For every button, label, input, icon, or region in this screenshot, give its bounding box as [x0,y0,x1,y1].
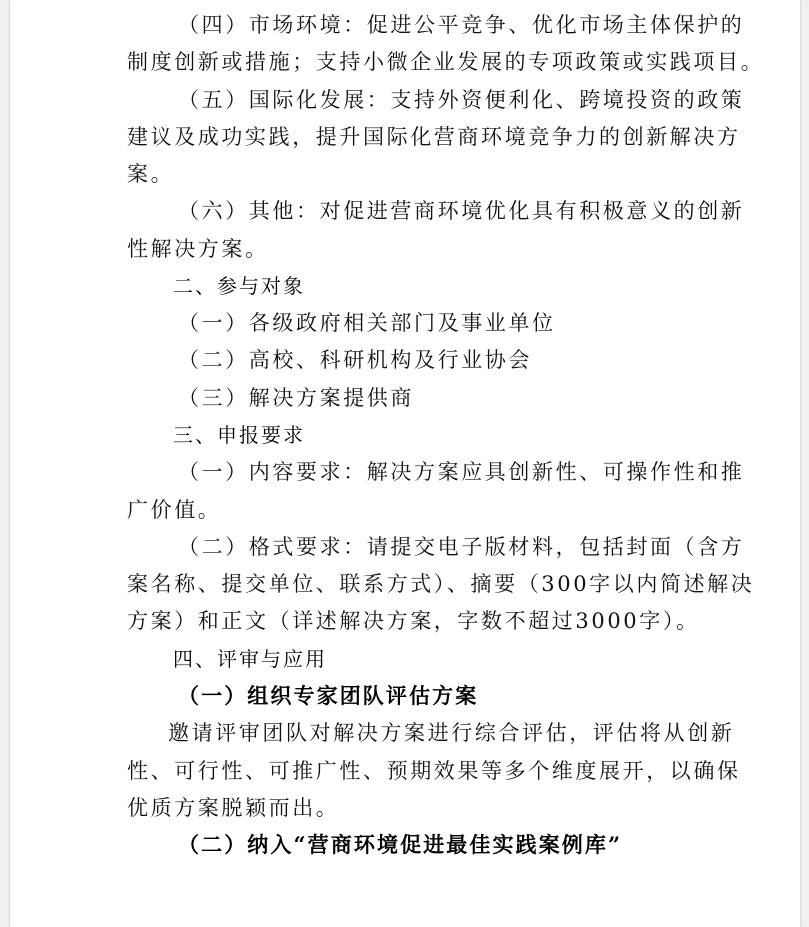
text-line: 案。 [127,162,175,186]
text-line: （二）格式要求：请提交电子版材料，包括封面（含方 [178,535,745,559]
text-line: 广价值。 [127,498,222,522]
text-line: 性解决方案。 [127,237,269,261]
section-heading: 三、申报要求 [173,423,305,447]
document-page [10,0,800,927]
subsection-heading: （二）纳入“营商环境促进最佳实践案例库” [178,832,623,857]
text-line: 优质方案脱颖而出。 [127,796,340,820]
text-line: 建议及成功实践，提升国际化营商环境竞争力的创新解决方 [127,125,741,149]
text-line: （三）解决方案提供商 [178,386,414,410]
text-line: （二）高校、科研机构及行业协会 [178,348,532,372]
subsection-heading: （一）组织专家团队评估方案 [178,683,479,708]
text-line: 方案）和正文（详述解决方案，字数不超过3000字）。 [127,609,700,633]
text-line: （五）国际化发展：支持外资便利化、跨境投资的政策 [178,88,745,112]
section-heading: 二、参与对象 [173,274,305,298]
text-line: 邀请评审团队对解决方案进行综合评估，评估将从创新 [168,721,735,745]
text-line: 制度创新或措施；支持小微企业发展的专项政策或实践项目。 [127,50,765,74]
text-line: （六）其他：对促进营商环境优化具有积极意义的创新 [178,199,745,223]
text-line: 案名称、提交单位、联系方式）、摘要（300字以内简述解决 [127,572,755,596]
text-line: （一）内容要求：解决方案应具创新性、可操作性和推 [178,460,745,484]
section-heading: 四、评审与应用 [173,647,327,671]
text-line: （四）市场环境：促进公平竞争、优化市场主体保护的 [178,13,745,37]
text-line: （一）各级政府相关部门及事业单位 [178,311,556,335]
text-line: 性、可行性、可推广性、预期效果等多个维度展开，以确保 [127,759,741,783]
